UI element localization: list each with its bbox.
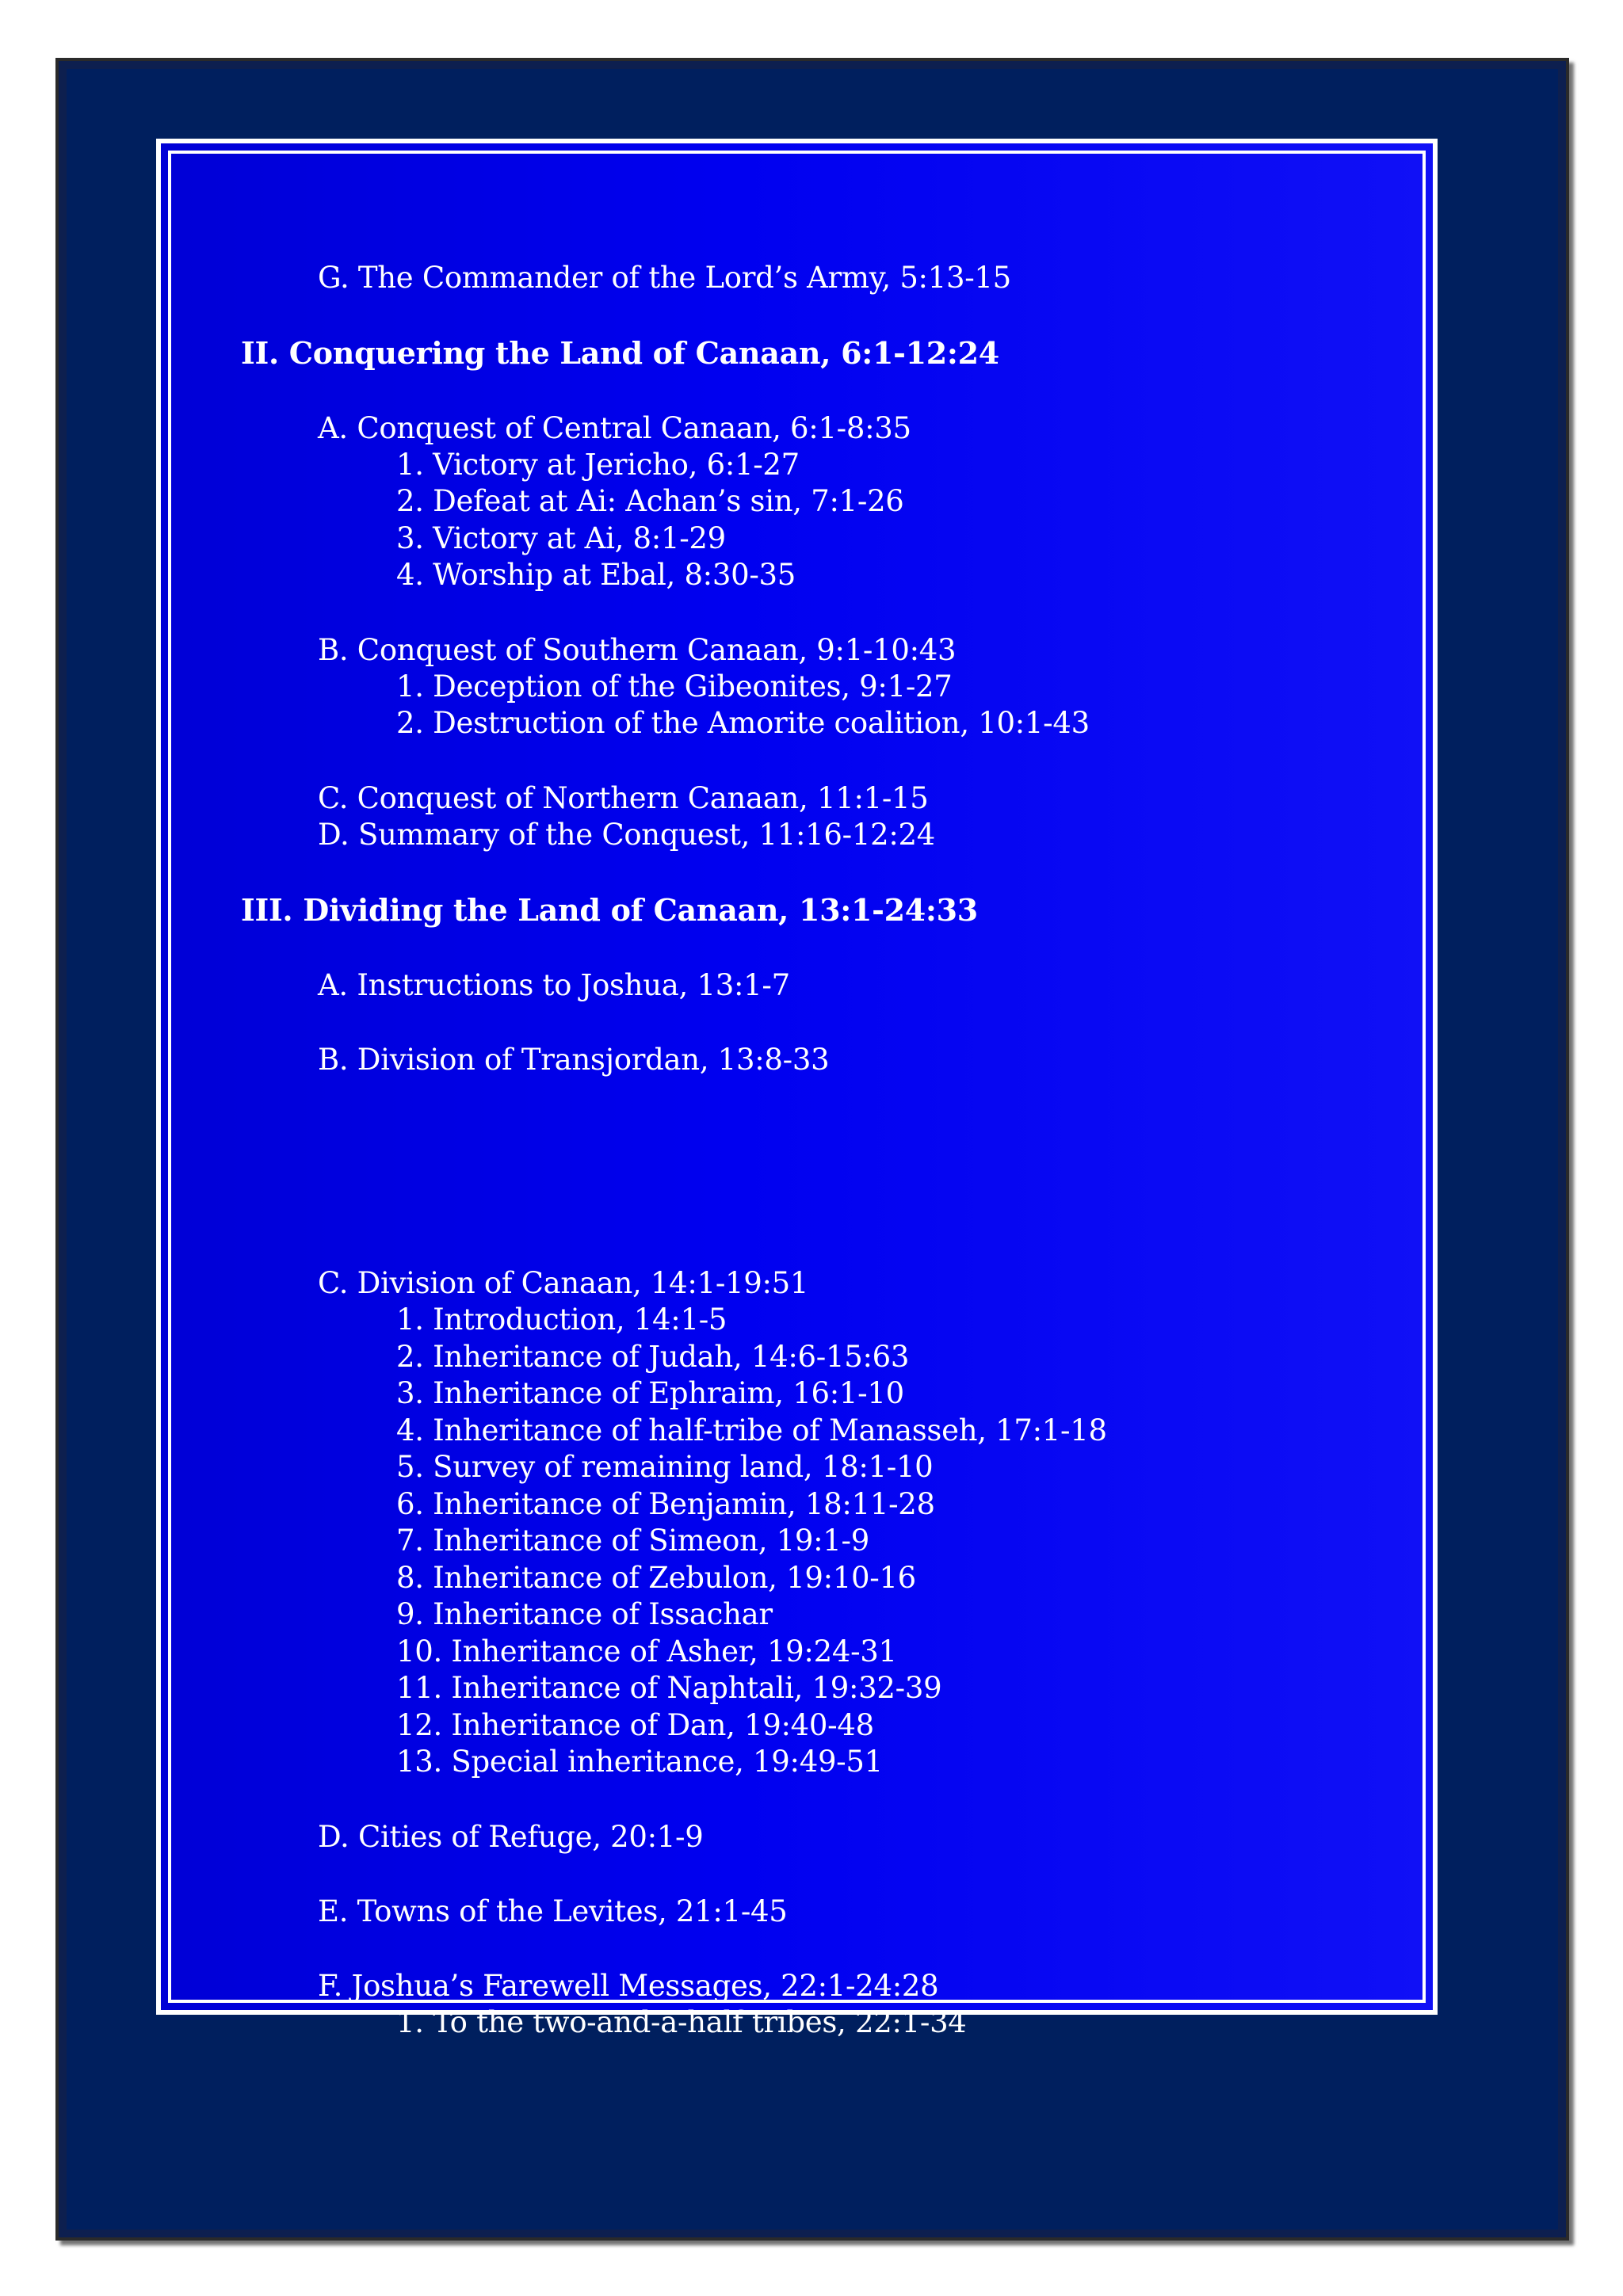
outline-subitem: 3. Victory at Ai, 8:1-29 xyxy=(396,521,726,555)
outline-item-3a: A. Instructions to Joshua, 13:1-7 xyxy=(318,968,790,1002)
outline-item-2c: C. Conquest of Northern Canaan, 11:1-15 xyxy=(318,781,929,815)
section-heading-2: II. Conquering the Land of Canaan, 6:1-12:24 xyxy=(241,335,999,371)
outline-subitem: 2. Defeat at Ai: Achan’s sin, 7:1-26 xyxy=(396,484,904,518)
outline-subitem: 13. Special inheritance, 19:49-51 xyxy=(396,1745,883,1779)
outline-subitem: 11. Inheritance of Naphtali, 19:32-39 xyxy=(396,1671,942,1705)
outline-subitem: 1. Introduction, 14:1-5 xyxy=(396,1302,727,1337)
outline-item-2b: B. Conquest of Southern Canaan, 9:1-10:43 xyxy=(318,633,957,667)
outline-item-3e: E. Towns of the Levites, 21:1-45 xyxy=(318,1894,788,1928)
outline-subitem: 4. Inheritance of half-tribe of Manasseh, 17:1-18 xyxy=(396,1413,1107,1447)
outline-subitem: 9. Inheritance of Issachar xyxy=(396,1597,773,1631)
outline-subitem: 8. Inheritance of Zebulon, 19:10-16 xyxy=(396,1561,916,1595)
outline-item-3d: D. Cities of Refuge, 20:1-9 xyxy=(318,1820,704,1854)
outline-subitem: 3. Inheritance of Ephraim, 16:1-10 xyxy=(396,1376,904,1410)
section-heading-3: III. Dividing the Land of Canaan, 13:1-24:33 xyxy=(241,892,978,928)
outline-subitem: 1. To the two-and-a-half tribes, 22:1-34 xyxy=(396,2005,967,2039)
outline-subitem: 5. Survey of remaining land, 18:1-10 xyxy=(396,1450,934,1484)
outline-subitem: 7. Inheritance of Simeon, 19:1-9 xyxy=(396,1524,869,1558)
outline-item-g: G. The Commander of the Lord’s Army, 5:13-15 xyxy=(318,261,1011,295)
outline-subitem: 10. Inheritance of Asher, 19:24-31 xyxy=(396,1634,897,1669)
outline-item-2d: D. Summary of the Conquest, 11:16-12:24 xyxy=(318,818,935,852)
outline-subitem: 12. Inheritance of Dan, 19:40-48 xyxy=(396,1708,874,1742)
outline-subitem: 2. Destruction of the Amorite coalition, 10:1-43 xyxy=(396,706,1090,740)
outline-subitem: 4. Worship at Ebal, 8:30-35 xyxy=(396,558,796,592)
outline-item-3c: C. Division of Canaan, 14:1-19:51 xyxy=(318,1266,809,1300)
outline-subitem: 1. Deception of the Gibeonites, 9:1-27 xyxy=(396,669,953,704)
outline-subitem: 1. Victory at Jericho, 6:1-27 xyxy=(396,448,800,482)
outline-subitem: 2. Inheritance of Judah, 14:6-15:63 xyxy=(396,1340,910,1374)
outline-item-2a: A. Conquest of Central Canaan, 6:1-8:35 xyxy=(318,411,911,445)
outline-item-3b: B. Division of Transjordan, 13:8-33 xyxy=(318,1043,830,1077)
outline-subitem: 6. Inheritance of Benjamin, 18:11-28 xyxy=(396,1487,935,1521)
outline-item-3f: F. Joshua’s Farewell Messages, 22:1-24:28 xyxy=(318,1969,939,2003)
